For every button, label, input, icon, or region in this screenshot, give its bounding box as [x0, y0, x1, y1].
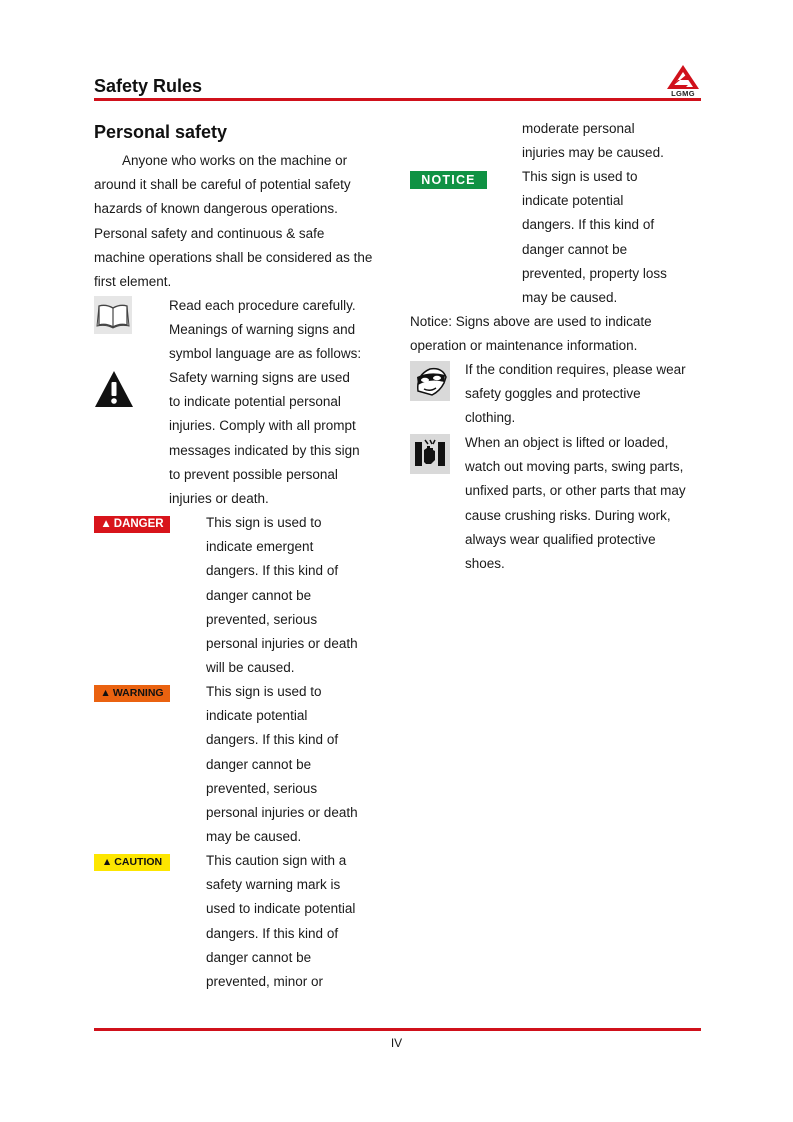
danger-line: danger cannot be [206, 587, 312, 603]
danger-line: prevented, serious [206, 611, 318, 627]
crushing-text [465, 431, 686, 576]
warning-line: danger cannot be [206, 756, 312, 772]
safety-alert-line: Safety warning signs are used [169, 370, 350, 385]
intro-line: around it shall be careful of potential safety [94, 177, 351, 193]
lgmg-logo [664, 63, 702, 99]
notice-summary [410, 310, 652, 358]
danger-line: indicate emergent [206, 539, 314, 555]
crushing-line: cause crushing risks. During work, [465, 507, 671, 523]
warning-badge [94, 685, 170, 702]
page-header-title: Safety Rules [94, 76, 203, 96]
section-title: Personal safety [94, 122, 228, 142]
danger-line: dangers. If this kind of [206, 563, 339, 579]
alert-triangle-icon: ▲ [100, 518, 112, 530]
warning-line: personal injuries or death [206, 805, 358, 821]
safety-goggles-icon [410, 361, 450, 401]
manual-note-line: Meanings of warning signs and [169, 322, 356, 338]
warning-text [206, 680, 358, 849]
caution-text [206, 849, 355, 994]
safety-alert-line: injuries. Comply with all prompt [169, 418, 356, 434]
crushing-line: When an object is lifted or loaded, [465, 435, 669, 450]
crushing-hand-icon [410, 434, 450, 474]
danger-line: This sign is used to [206, 515, 322, 530]
notice-badge [410, 171, 487, 189]
notice-summary-line: operation or maintenance information. [410, 338, 638, 354]
goggles-line: clothing. [465, 410, 516, 426]
caution-line: used to indicate potential [206, 901, 356, 917]
caution-badge [94, 854, 170, 871]
crushing-line: shoes. [465, 556, 505, 572]
goggles-line: safety goggles and protective [465, 386, 641, 402]
manual-note-line: Read each procedure carefully. [169, 298, 356, 313]
danger-label: DANGER [113, 518, 164, 530]
alert-triangle-icon: ▲ [101, 856, 113, 868]
notice-line: dangers. If this kind of [522, 217, 655, 233]
notice-line: may be caused. [522, 290, 618, 306]
caution-text-continued [522, 117, 664, 165]
warning-line: indicate potential [206, 708, 308, 724]
caution-line: safety warning mark is [206, 877, 341, 893]
notice-line: indicate potential [522, 193, 624, 209]
warning-line: may be caused. [206, 829, 302, 845]
safety-alert-line: messages indicated by this sign [169, 442, 360, 458]
crushing-line: unfixed parts, or other parts that may [465, 483, 686, 499]
crushing-line: always wear qualified protective [465, 531, 656, 547]
goggles-line: If the condition requires, please wear [465, 362, 686, 377]
notice-summary-line: Notice: Signs above are used to indicate [410, 314, 652, 329]
alert-triangle-icon: ▲ [100, 687, 111, 699]
safety-alert-line: to indicate potential personal [169, 394, 341, 410]
intro-line: hazards of known dangerous operations. [94, 201, 338, 217]
caution-line: moderate personal [522, 121, 635, 136]
crushing-line: watch out moving parts, swing parts, [465, 459, 684, 475]
logo-text: LGMG [671, 89, 695, 98]
exclamation-triangle-icon [94, 369, 134, 409]
warning-line: prevented, serious [206, 780, 318, 796]
manual-note-line: symbol language are as follows: [169, 346, 362, 362]
caution-line: This caution sign with a [206, 853, 347, 868]
page-number: IV [390, 1036, 403, 1050]
danger-line: personal injuries or death [206, 636, 358, 652]
safety-alert-text [169, 366, 360, 511]
danger-badge [94, 516, 170, 533]
caution-line: danger cannot be [206, 949, 312, 965]
notice-line: prevented, property loss [522, 265, 667, 281]
warning-label: WARNING [112, 687, 164, 699]
notice-label: NOTICE [421, 173, 476, 187]
notice-line: This sign is used to [522, 169, 638, 184]
warning-line: This sign is used to [206, 684, 322, 699]
safety-alert-line: injuries or death. [169, 491, 269, 507]
notice-line: danger cannot be [522, 241, 628, 257]
footer-rule [94, 1028, 701, 1031]
intro-line: Personal safety and continuous & safe [94, 225, 325, 241]
caution-line: prevented, minor or [206, 974, 324, 990]
caution-label: CAUTION [114, 856, 163, 868]
intro-paragraph [94, 149, 372, 294]
header-rule [94, 98, 701, 101]
manual-note-text [169, 294, 361, 367]
safety-alert-line: to prevent possible personal [169, 466, 338, 482]
logo-mark-icon [664, 63, 702, 90]
intro-line: first element. [94, 274, 172, 290]
intro-line: machine operations shall be considered as the [94, 249, 373, 265]
book-icon [94, 296, 132, 334]
goggles-text [465, 358, 686, 431]
caution-line: injuries may be caused. [522, 145, 664, 161]
danger-line: will be caused. [206, 660, 295, 676]
caution-line: dangers. If this kind of [206, 925, 339, 941]
notice-text [522, 165, 667, 310]
danger-text [206, 511, 358, 680]
warning-line: dangers. If this kind of [206, 732, 339, 748]
intro-line: Anyone who works on the machine or [122, 153, 348, 168]
